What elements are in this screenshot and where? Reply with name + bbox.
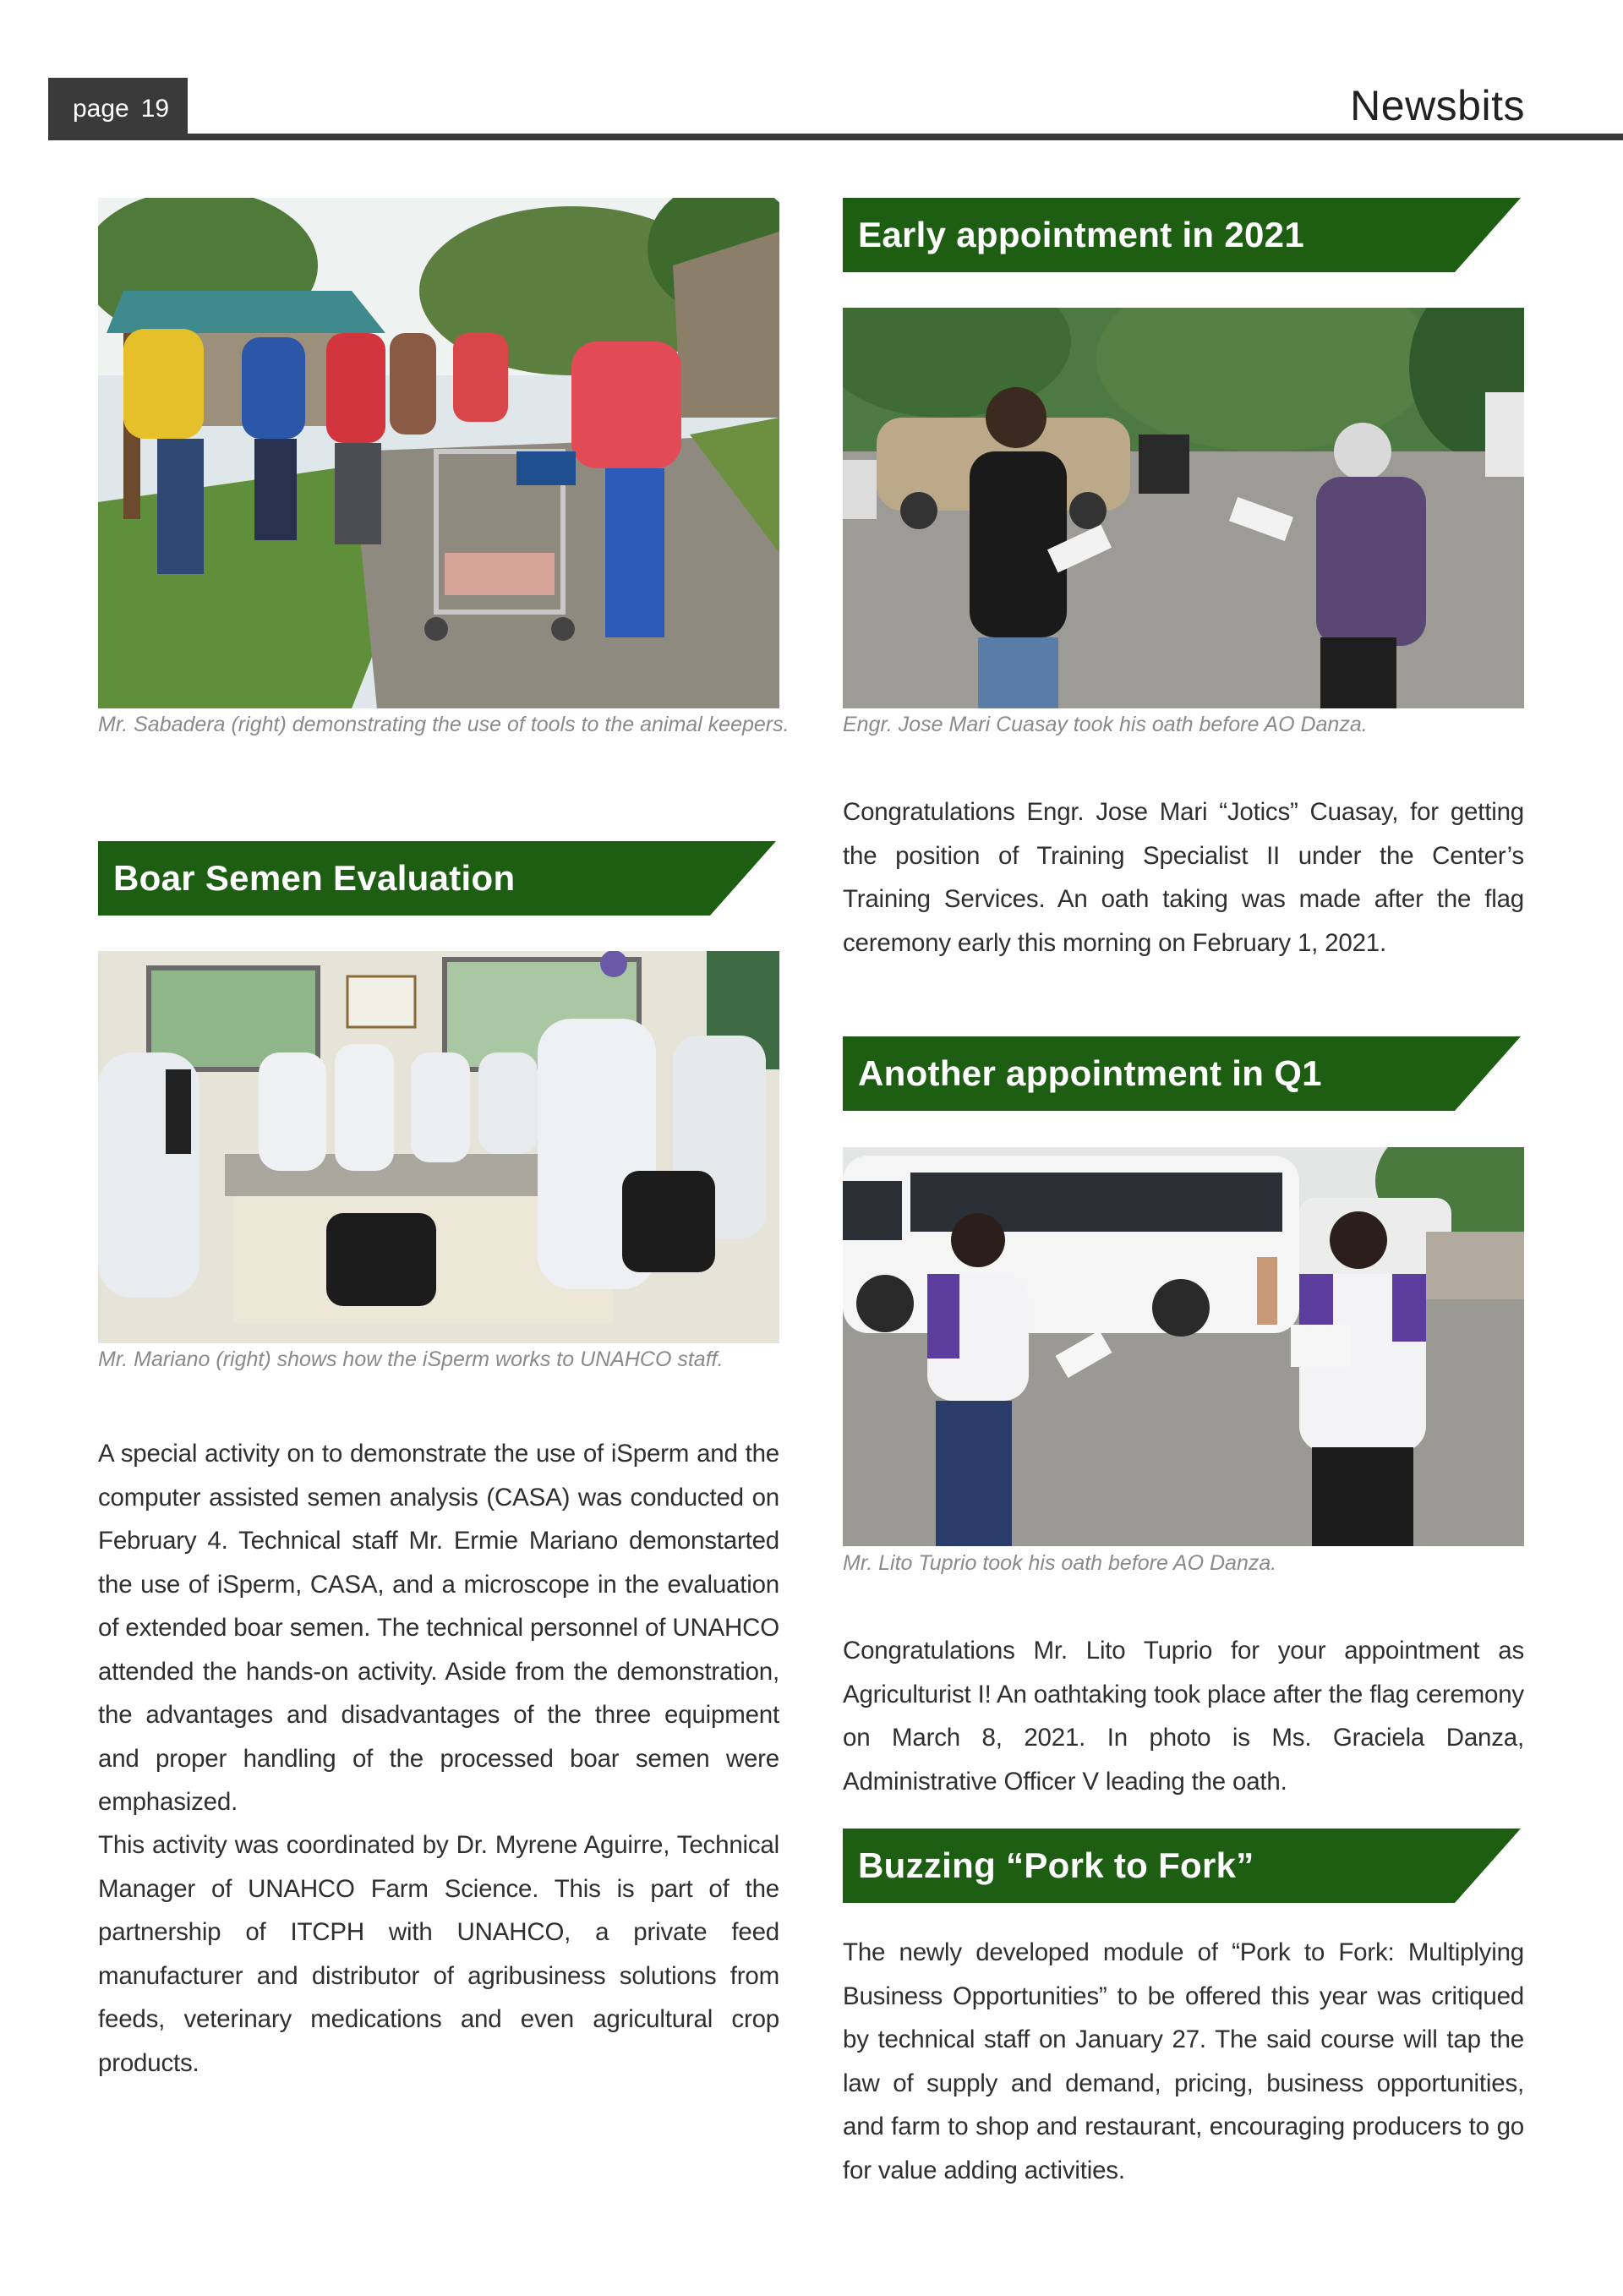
photo-isperm-lab xyxy=(98,951,779,1343)
caption-isperm-lab: Mr. Mariano (right) shows how the iSperm works to UNAHCO staff. xyxy=(98,1348,724,1371)
article-boar-semen-body-1: A special activity on to demonstrate the use of iSperm and the computer assisted semen analysis (CASA) was conducted on February 4. Technical staff Mr. Ermie Mariano demonstarted the use of iSperm, CASA, and a microscope in the evaluation of extended boar semen. The technical personnel of UNAHCO attended the hands-on activity. Aside from the demonstration, the advantages and disadvantages of the three equipment and proper handling of the processed boar semen were emphasized. xyxy=(98,1440,779,1816)
photo-oath-tuprio xyxy=(843,1147,1524,1546)
photo-oath-cuasay xyxy=(843,308,1524,708)
article-another-appointment-body: Congratulations Mr. Lito Tuprio for your appointment as Agriculturist I! An oathtaking took place after the flag ceremony on March 8, 2021. In photo is Ms. Graciela Danza, Administrative Officer V leading the oath. xyxy=(843,1637,1524,1796)
page-label: page xyxy=(73,95,129,123)
article-early-appointment-body: Congratulations Engr. Jose Mari “Jotics” Cuasay, for getting the position of Training Specialist II under the Center’s Training Services. An oath taking was made after the flag ceremony early this morning on February 1, 2021. xyxy=(843,798,1524,957)
photo-animal-keepers xyxy=(98,198,779,708)
heading-another-appointment: Another appointment in Q1 xyxy=(858,1053,1322,1093)
banner-boar-semen xyxy=(98,841,776,916)
caption-animal-keepers: Mr. Sabadera (right) demonstrating the use of tools to the animal keepers. xyxy=(98,713,790,736)
banner-another-appointment xyxy=(843,1036,1521,1111)
heading-boar-semen: Boar Semen Evaluation xyxy=(113,858,516,898)
page-number-tab xyxy=(48,78,188,140)
page-number: 19 xyxy=(140,95,170,123)
article-boar-semen-body-2: This activity was coordinated by Dr. Myrene Aguirre, Technical Manager of UNAHCO Farm Science. This is part of the partnership of ITCPH with UNAHCO, a private feed manufacturer and distributor of agribusiness solutions from feeds, veterinary medications and even agricultural crop products. xyxy=(98,1831,779,2077)
caption-oath-cuasay: Engr. Jose Mari Cuasay took his oath before AO Danza. xyxy=(843,713,1368,736)
article-pork-to-fork-body: The newly developed module of “Pork to Fork: Multiplying Business Opportunities” to be offered this year was critiqued by technical staff on January 27. The said course will tap the law of supply and demand, pricing, business opportunities, and farm to shop and restaurant, encouraging producers to go for value adding activities. xyxy=(843,1938,1524,2184)
caption-oath-tuprio: Mr. Lito Tuprio took his oath before AO Danza. xyxy=(843,1551,1277,1575)
header-rule xyxy=(48,134,1623,140)
heading-early-appointment: Early appointment in 2021 xyxy=(858,215,1304,254)
section-title: Newsbits xyxy=(1350,82,1525,129)
banner-early-appointment xyxy=(843,198,1521,272)
heading-pork-to-fork: Buzzing “Pork to Fork” xyxy=(858,1845,1254,1885)
banner-pork-to-fork xyxy=(843,1829,1521,1903)
